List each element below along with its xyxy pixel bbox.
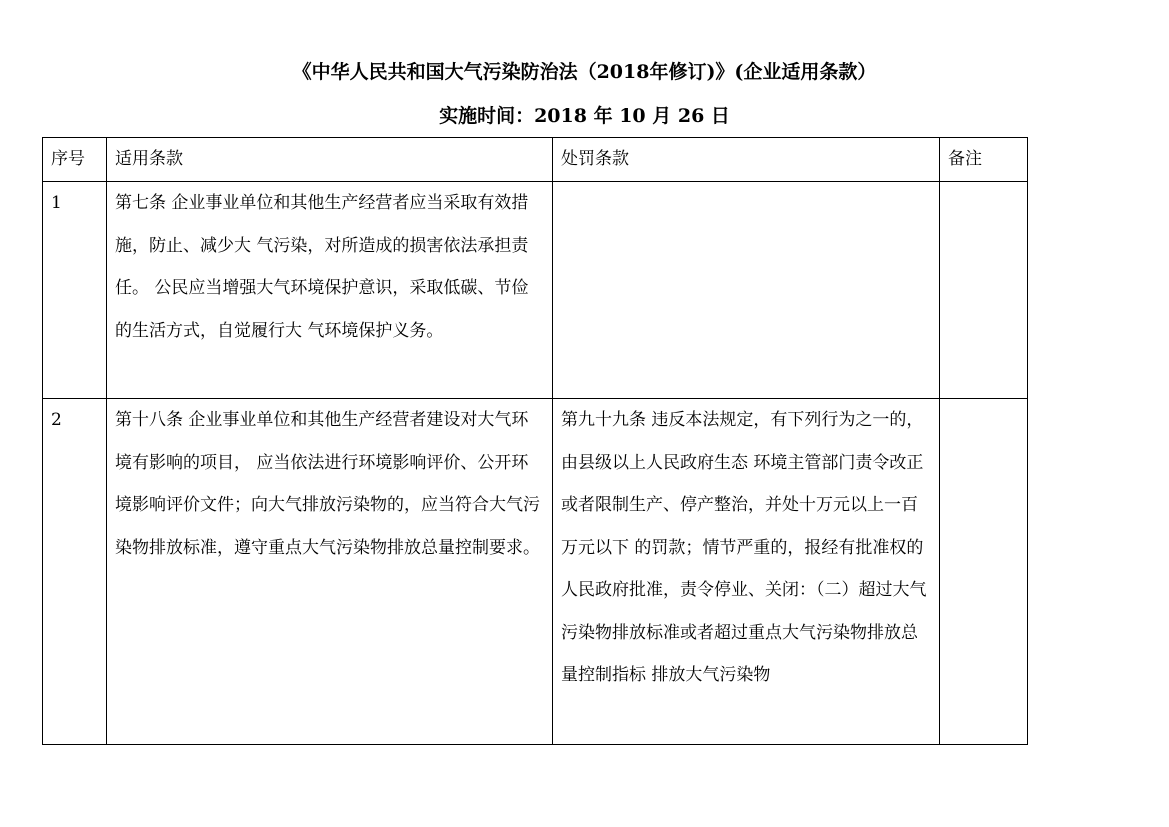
row-remarks — [940, 399, 1028, 745]
clauses-table — [42, 137, 1028, 745]
row-penalty-clause — [553, 182, 940, 399]
header-penalty-clause: 处罚条款 — [553, 138, 940, 182]
row-applicable-clause: 第十八条 企业事业单位和其他生产经营者建设对大气环境有影响的项目， 应当依法进行环境影响评价、公开环境影响评价文件；向大气排放污染物的，应当符合大气污染物排放标准，遵守重点大气污染物排放总量控制要求。 — [107, 399, 553, 745]
header-remarks: 备注 — [940, 138, 1028, 182]
row-penalty-clause: 第九十九条 违反本法规定，有下列行为之一的，由县级以上人民政府生态 环境主管部门责令改正或者限制生产、停产整治，并处十万元以上一百万元以下 的罚款；情节严重的，报经有批准权的人民政府批准，责令停业、关闭：（二）超过大气污染物排放标准或者超过重点大气污染物排放总量控制指标 排放大气污染物 — [553, 399, 940, 745]
header-applicable-clause: 适用条款 — [107, 138, 553, 182]
header-serial-number: 序号 — [43, 138, 107, 182]
row-serial-number: 1 — [43, 182, 107, 399]
table-row — [43, 182, 1028, 399]
document-title: 《中华人民共和国大气污染防治法（2018年修订)》(企业适用条款） — [292, 61, 877, 83]
effective-date: 实施时间：2018 年 10 月 26 日 — [439, 105, 730, 127]
table-row — [43, 399, 1028, 745]
row-remarks — [940, 182, 1028, 399]
table-header-row — [43, 138, 1028, 182]
row-serial-number: 2 — [43, 399, 107, 745]
row-applicable-clause: 第七条 企业事业单位和其他生产经营者应当采取有效措施，防止、减少大 气污染，对所造成的损害依法承担责任。 公民应当增强大气环境保护意识，采取低碳、节俭的生活方式，自觉履行大 气环境保护义务。 — [107, 182, 553, 399]
